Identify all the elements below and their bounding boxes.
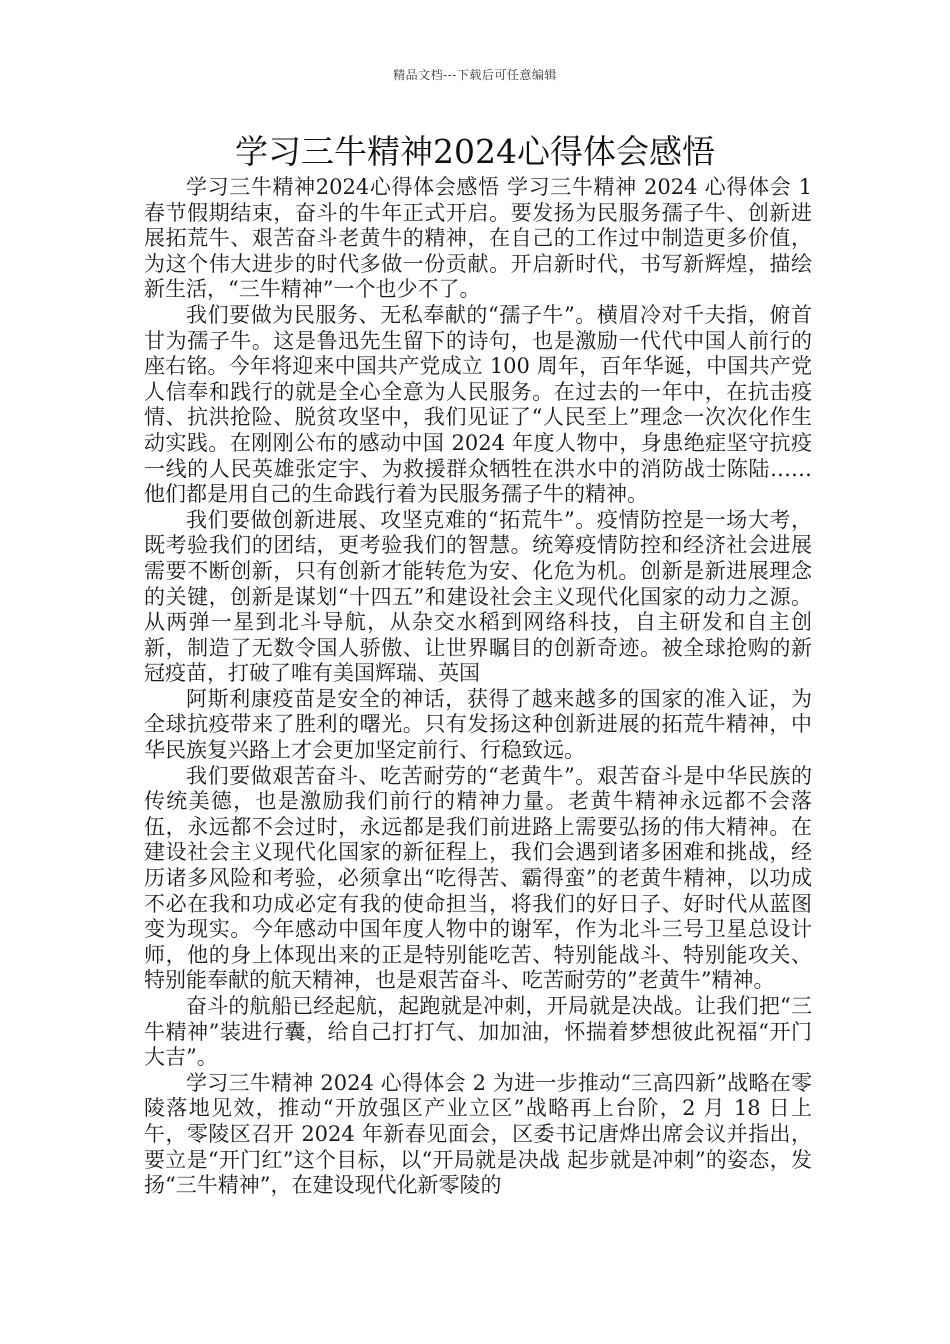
paragraph: 阿斯利康疫苗是安全的神话，获得了越来越多的国家的准入证，为全球抗疫带来了胜利的曙光。只有发扬这种创新进展的拓荒牛精神，中华民族复兴路上才会更加坚定前行、行稳致远。	[144, 686, 812, 763]
document-body	[144, 175, 812, 1199]
page-title: 学习三牛精神2024心得体会感悟	[235, 132, 715, 171]
paragraph: 学习三牛精神2024心得体会感悟 学习三牛精神 2024 心得体会 1 春节假期结束，奋斗的牛年正式开启。要发扬为民服务孺子牛、创新进展拓荒牛、艰苦奋斗老黄牛的精神，在自己的工作过中制造更多价值，为这个伟大进步的时代多做一份贡献。开启新时代，书写新辉煌，描绘新生活，“三牛精神”一个也少不了。	[144, 175, 812, 302]
paragraph: 学习三牛精神 2024 心得体会 2 为进一步推动“三高四新”战略在零陵落地见效，推动“开放强区产业立区”战略再上台阶，2 月 18 日上午，零陵区召开 2024 年新春见面会，区委书记唐烨出席会议并指出，要立是“开门红”这个目标，以“开局就是决战 起步就是冲刺”的姿态，发扬“三牛精神”，在建设现代化新零陵的	[144, 1070, 812, 1198]
paragraph: 我们要做创新进展、攻坚克难的“拓荒牛”。疫情防控是一场大考，既考验我们的团结，更考验我们的智慧。统筹疫情防控和经济社会进展需要不断创新，只有创新才能转危为安、化危为机。创新是新进展理念的关键，创新是谋划“十四五”和建设社会主义现代化国家的动力之源。从两弹一星到北斗导航，从杂交水稻到网络科技，自主研发和自主创新，制造了无数令国人骄傲、让世界瞩目的创新奇迹。被全球抢购的新冠疫苗，打破了唯有美国辉瑞、英国	[144, 507, 812, 686]
paragraph: 奋斗的航船已经起航，起跑就是冲刺，开局就是决战。让我们把“三牛精神”装进行囊，给自己打打气、加加油，怀揣着梦想彼此祝福“开门大吉”。	[144, 994, 812, 1070]
paragraph: 我们要做艰苦奋斗、吃苦耐劳的“老黄牛”。艰苦奋斗是中华民族的传统美德，也是激励我们前行的精神力量。老黄牛精神永远都不会落伍，永远都不会过时，永远都是我们前进路上需要弘扬的伟大精神。在建设社会主义现代化国家的新征程上，我们会遇到诸多困难和挑战，经历诸多风险和考验，必须拿出“吃得苦、霸得蛮”的老黄牛精神，以功成不必在我和功成必定有我的使命担当，将我们的好日子、好时代从蓝图变为现实。今年感动中国年度人物中的谢军，作为北斗三号卫星总设计师，他的身上体现出来的正是特别能吃苦、特别能战斗、特别能攻关、特别能奉献的航天精神，也是艰苦奋斗、吃苦耐劳的”老黄牛”精神。	[144, 763, 812, 993]
header-note: 精品文档---下载后可任意编辑	[393, 68, 557, 82]
paragraph: 我们要做为民服务、无私奉献的“孺子牛”。横眉冷对千夫指，俯首甘为孺子牛。这是鲁迅先生留下的诗句，也是激励一代代中国人前行的座右铭。今年将迎来中国共产党成立 100 周年，百年华诞，中国共产党人信奉和践行的就是全心全意为人民服务。在过去的一年中，在抗击疫情、抗洪抢险、脱贫攻坚中，我们见证了“人民至上”理念一次次化作生动实践。在刚刚公布的感动中国 2024 年度人物中，身患绝症坚守抗疫一线的人民英雄张定宇、为救援群众牺牲在洪水中的消防战士陈陆……他们都是用自己的生命践行着为民服务孺子牛的精神。	[144, 302, 812, 507]
